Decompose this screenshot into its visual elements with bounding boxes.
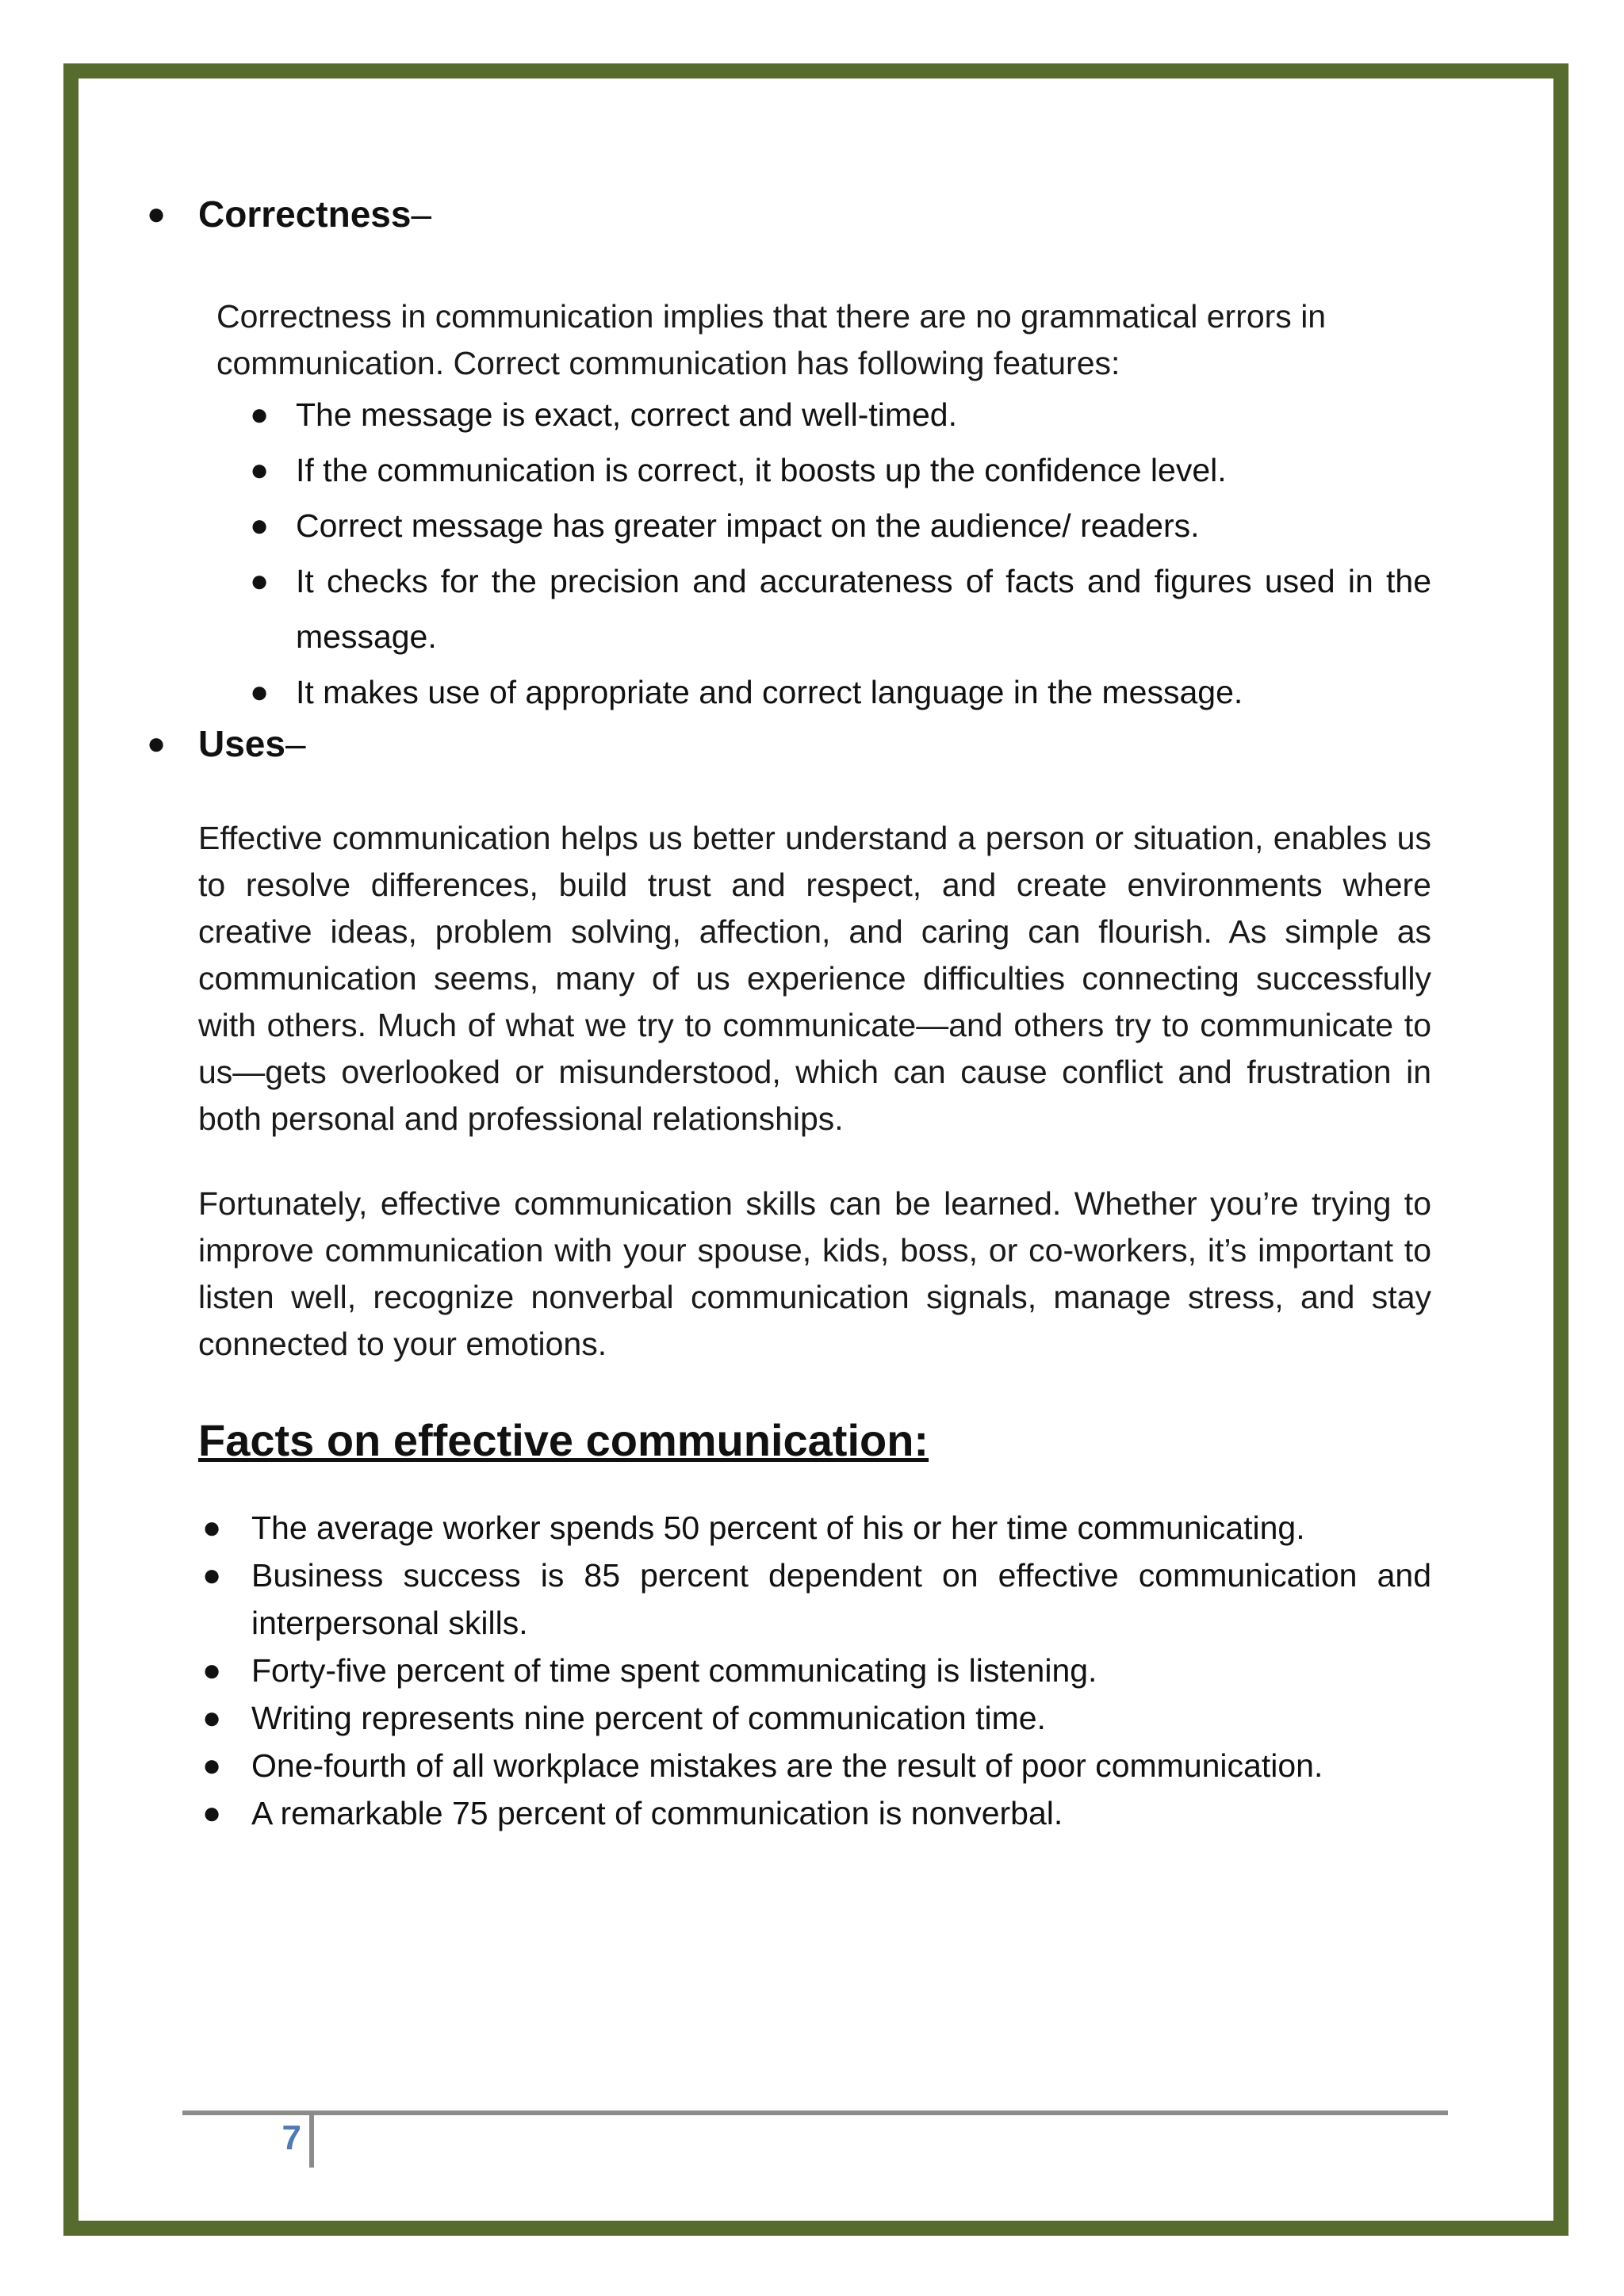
list-item-text: Forty-five percent of time spent communicating is listening. <box>251 1652 1097 1689</box>
list-item <box>250 387 1431 442</box>
list-item <box>250 664 1431 720</box>
list-item-text: Correct message has greater impact on the audience/ readers. <box>296 507 1200 544</box>
list-item-text: One-fourth of all workplace mistakes are the result of poor communication. <box>251 1747 1323 1784</box>
uses-paragraph-1: Effective communication helps us better understand a person or situation, enables us to resolve differences, build trust and respect, and create environments where creative ideas, problem solving, affection, and caring can flourish. As simple as communication seems, many of us experience difficulties connecting successfully with others. Much of what we try to communicate—and others try to communicate to us—gets overlooked or misunderstood, which can cause conflict and frustration in both personal and professional relationships. <box>198 820 1431 1137</box>
correctness-intro: Correctness in communication implies that there are no grammatical errors in communication. Correct communication has following features: <box>216 298 1327 381</box>
bullet-icon: ● <box>202 1510 222 1545</box>
bullet-icon: ● <box>250 675 270 710</box>
facts-heading: Facts on effective communication: <box>198 1415 929 1465</box>
bullet-icon: ● <box>250 397 270 432</box>
list-item-text: The average worker spends 50 percent of his or her time communicating. <box>251 1510 1305 1546</box>
facts-list <box>202 1504 1431 1837</box>
list-item-text: The message is exact, correct and well-timed. <box>296 396 957 433</box>
list-item <box>202 1789 1431 1837</box>
footer-rule <box>182 2110 1448 2115</box>
list-item <box>202 1742 1431 1789</box>
correctness-title: Correctness <box>198 193 412 235</box>
uses-dash: – <box>285 723 306 764</box>
list-item-text: Business success is 85 percent dependent on effective communication and interpersonal skills. <box>251 1557 1431 1641</box>
list-item <box>202 1647 1431 1694</box>
uses-title: Uses <box>198 723 285 764</box>
list-item-text: If the communication is correct, it boosts up the confidence level. <box>296 452 1227 488</box>
page-number: 7 <box>282 2118 301 2157</box>
bullet-icon: ● <box>250 508 270 543</box>
bullet-icon: ● <box>250 564 270 599</box>
correctness-dash: – <box>411 193 432 235</box>
bullet-icon: ● <box>202 1653 222 1688</box>
list-item-text: Writing represents nine percent of communication time. <box>251 1700 1046 1736</box>
bullet-icon: ● <box>147 726 167 761</box>
list-item <box>250 553 1431 664</box>
list-item <box>250 442 1431 498</box>
correctness-feature-list <box>250 387 1431 720</box>
correctness-heading <box>147 190 1431 238</box>
list-item-text: It makes use of appropriate and correct language in the message. <box>296 674 1243 710</box>
list-item-text: A remarkable 75 percent of communication is nonverbal. <box>251 1795 1063 1831</box>
list-item <box>202 1694 1431 1742</box>
list-item <box>202 1504 1431 1552</box>
page-content <box>147 190 1431 1837</box>
list-item-text: It checks for the precision and accurateness of facts and figures used in the message. <box>296 563 1431 655</box>
list-item <box>250 498 1431 553</box>
bullet-icon: ● <box>202 1796 222 1831</box>
bullet-icon: ● <box>250 453 270 488</box>
footer-tick <box>309 2115 314 2168</box>
bullet-icon: ● <box>202 1701 222 1735</box>
uses-paragraph-2: Fortunately, effective communication skills can be learned. Whether you’re trying to improve communication with your spouse, kids, boss, or co-workers, it’s important to listen well, recognize nonverbal communication signals, manage stress, and stay connected to your emotions. <box>198 1185 1431 1362</box>
uses-heading <box>147 720 1431 767</box>
list-item <box>202 1552 1431 1647</box>
bullet-icon: ● <box>147 197 167 232</box>
bullet-icon: ● <box>202 1558 222 1593</box>
bullet-icon: ● <box>202 1748 222 1783</box>
